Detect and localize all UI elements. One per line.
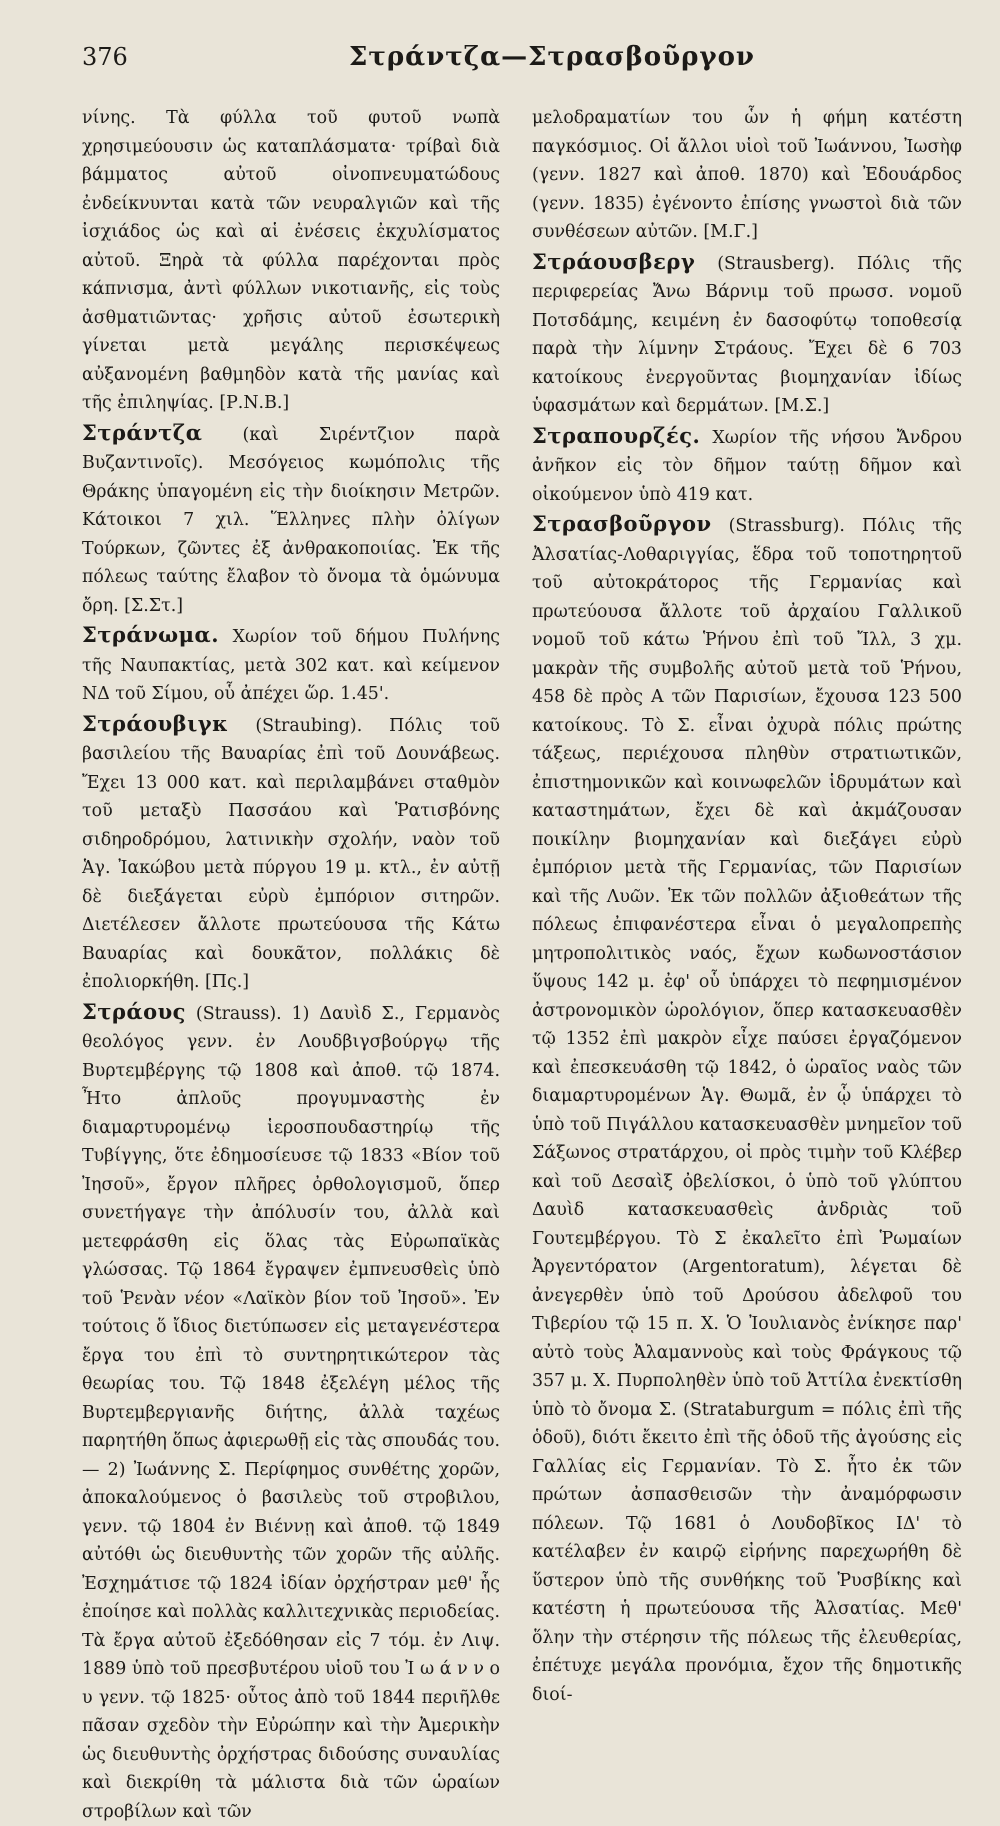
headword: Στραπουρζές. — [532, 423, 700, 448]
entry-text: (Strassburg). Πόλις τῆς Ἀλσατίας-Λοθαριγγίας, ἕδρα τοῦ τοποτηρητοῦ τοῦ αὐτοκράτορος τῆς Γερμανίας καὶ πρωτεύουσα ἄλλοτε τοῦ ἀρχαίου Γαλλικοῦ νομοῦ τοῦ κάτω Ῥήνου ἐπὶ τοῦ Ἴλλ, 3 χμ. μακρὰν τῆς συμβολῆς αὐτοῦ μετὰ τοῦ Ῥήνου, 458 δὲ πρὸς Α τῶν Παρισίων, ἔχουσα 123 500 κατοίκους. Τὸ Σ. εἶναι ὀχυρὰ πόλις πρώτης τάξεως, περιέχουσα πληθὺν στρατιωτικῶν, ἐπιστημονικῶν καὶ κοινωφελῶν ἱδρυμάτων καὶ καταστημάτων, ἔχει δὲ καὶ ἀκμάζουσαν ποικίλην βιομηχανίαν καὶ διεξάγει εὐρὺ ἐμπόριον μετὰ τῆς Γερμανίας, τῶν Παρισίων καὶ τῆς Λυῶν. Ἐκ τῶν πολλῶν ἀξιοθεάτων τῆς πόλεως ἐπιφανέστερα εἶναι ὁ μεγαλοπρεπὴς μητροπολιτικὸς ναός, ἔχων κωδωνοστάσιον ὕψους 142 μ. ἐφ' οὗ ὑπάρχει τὸ πεφημισμένον ἀστρονομικὸν ὡρολόγιον, ὅπερ κατασκευασθὲν τῷ 1352 ἐπὶ μακρὸν εἶχε παύσει ἐργαζόμενον καὶ ἐπεσκευάσθη τῷ 1842, ὁ ὡραῖος ναὸς τῶν διαμαρτυρομένων Ἁγ. Θωμᾶ, ἐν ᾧ ὑπάρχει τὸ ὑπὸ τοῦ Πιγάλλου κατασκευασθὲν μνημεῖον τοῦ Σάξωνος στρατάρχου, οἱ πρὸς τιμὴν τοῦ Κλέβερ καὶ τοῦ Δεσαὶξ ὀβελίσκοι, ὁ ὑπὸ τοῦ γλύπτου Δαυὶδ κατασκευασθεὶς ἀνδριὰς τοῦ Γουτεμβέργου. Τὸ Σ ἐκαλεῖτο ἐπὶ Ῥωμαίων Ἀργεντόρατον (Argentoratum), λέγεται δὲ ἀνεγερθὲν ὑπὸ τοῦ Δρούσου ἀδελφοῦ του Τιβερίου τῷ 15 π. Χ. Ὁ Ἰουλιανὸς ἐνίκησε παρ' αὐτὸ τοὺς Ἀλαμαννοὺς καὶ τοὺς Φράγκους τῷ 357 μ. Χ. Πυρποληθὲν ὑπὸ τοῦ Ἀττίλα ἐνεκτίσθη ὑπὸ τὸ ὄνομα Σ. (Strataburgum = πόλις ἐπὶ τῆς ὁδοῦ), διότι ἔκειτο ἐπὶ τῆς ὁδοῦ τῆς ἀγούσης εἰς Γαλλίας εἰς Γερμανίαν. Τὸ Σ. ἦτο ἐκ τῶν πρώτων ἀσπασθεισῶν τὴν ἀναμόρφωσιν πόλεων. Τῷ 1681 ὁ Λουδοβῖκος ΙΔ' τὸ κατέλαβεν ἐν καιρῷ εἰρήνης παρεχωρήθη δὲ ὕστερον ὑπὸ τῆς συνθήκης τοῦ Ῥυσβίκης καὶ κατέστη ἡ πρωτεύουσα τῆς Ἀλσατίας. Μεθ' ὅλην τὴν στέρησιν τῆς πόλεως τῆς ἐλευθερίας, ἐπέτυχε μεγάλα προνόμια, ἔχον τῆς δημοτικῆς διοί- — [532, 516, 962, 1705]
headword: Στρασβοῦργον — [532, 511, 712, 536]
continued-paragraph: μελοδραματίων του ὧν ἡ φήμη κατέστη παγκόσμιος. Οἱ ἄλλοι υἱοὶ τοῦ Ἰωάννου, Ἰωσὴφ (γενν. 1827 καὶ ἀποθ. 1870) καὶ Ἐδουάρδος (γενν. 1835) ἐγένοντο ἐπίσης γνωστοὶ διὰ τῶν συνθέσεων αὐτῶν. [Μ.Γ.] — [532, 104, 962, 247]
page-number: 376 — [82, 43, 202, 71]
entry-text: Χωρίον τῆς νήσου Ἄνδρου ἀνῆκον εἰς τὸν δῆμον ταύτῃ δῆμον καὶ οἰκούμενον ὑπὸ 419 κατ. — [532, 428, 962, 505]
entry-strausberg — [532, 248, 962, 421]
entry-text: (Strausberg). Πόλις τῆς περιφερείας Ἄνω Βάρνιμ τοῦ πρωσσ. νομοῦ Ποτσδάμης, κειμένη ἐν δασοφύτῳ τοποθεσίᾳ παρὰ τὴν λίμνην Στράους. Ἔχει δὲ 6 703 κατοίκους ἐνεργοῦντας βιομηχανίαν ἰδίως ὑφασμάτων καὶ δερμάτων. [Μ.Σ.] — [532, 254, 962, 417]
entry-strapourzes — [532, 422, 962, 510]
entry-straubing — [82, 710, 500, 997]
left-column — [82, 104, 500, 1826]
headword: Στράους — [82, 999, 186, 1024]
entry-strauss — [82, 998, 500, 1826]
entry-text: Χωρίον τοῦ δήμου Πυλήνης τῆς Ναυπακτίας, μετὰ 302 κατ. καὶ κείμενον ΝΔ τοῦ Σίμου, οὗ ἀπέχει ὥρ. 1.45'. — [82, 627, 500, 704]
headword: Στράνωμα. — [82, 622, 219, 647]
text-columns — [82, 104, 962, 1826]
entry-strantza — [82, 419, 500, 621]
entry-strasbourg — [532, 510, 962, 1709]
headword: Στράουβιγκ — [82, 711, 228, 736]
entry-stranoma — [82, 621, 500, 709]
right-column — [532, 104, 962, 1826]
running-head: Στράντζα—Στρασβοῦργον — [202, 42, 962, 72]
entry-text: (καὶ Σιρέντζιον παρὰ Βυζαντινοῖς). Μεσόγειος κωμόπολις τῆς Θράκης ὑπαγομένη εἰς τὴν διοίκησιν Μετρῶν. Κάτοικοι 7 χιλ. Ἕλληνες πλὴν ὀλίγων Τούρκων, ζῶντες ἐξ ἀνθρακοποιίας. Ἐκ τῆς πόλεως ταύτης ἔλαβον τὸ ὄνομα τὰ ὁμώνυμα ὄρη. [Σ.Στ.] — [82, 425, 500, 616]
continued-paragraph: νίνης. Τὰ φύλλα τοῦ φυτοῦ νωπὰ χρησιμεύουσιν ὡς καταπλάσματα· τρίβαὶ διὰ βάμματος αὐτοῦ οἰνοπνευματώδους ἐνδείκνυνται κατὰ τῶν νευραλγιῶν καὶ τῆς ἰσχιάδος ὡς καὶ αἱ ἐνέσεις ἐκχυλίσματος αὐτοῦ. Ξηρὰ τὰ φύλλα παρέχονται πρὸς κάπνισμα, ἀντὶ φύλλων νικοτιανῆς, εἰς τοὺς ἀσθματιῶντας· χρῆσις αὐτοῦ ἐσωτερικὴ γίνεται μετὰ μεγάλης περισκέψεως αὐξανομένη βαθμηδὸν κατὰ τῆς μανίας καὶ τῆς ἐπιληψίας. [Ρ.Ν.Β.] — [82, 104, 500, 418]
entry-text: (Strauss). 1) Δαυὶδ Σ., Γερμανὸς θεολόγος γενν. ἐν Λουδβιγσβούργῳ τῆς Βυρτεμβέργης τῷ 1808 καὶ ἀποθ. τῷ 1874. Ἦτο ἀπλοῦς προγυμναστὴς ἐν διαμαρτυρομένῳ ἱεροσπουδαστηρίῳ τῆς Τυβίγγης, ὅτε ἐδημοσίευσε τῷ 1833 «Βίον τοῦ Ἰησοῦ», ἔργον πλῆρες ὀρθολογισμοῦ, ὅπερ συνετήγαγε τὴν ἀπόλυσίν του, ἀλλὰ καὶ μετεφράσθη εἰς ὅλας τὰς Εὐρωπαϊκὰς γλώσσας. Τῷ 1864 ἔγραψεν ἐμπνευσθεὶς ὑπὸ τοῦ Ῥενὰν νέον «Λαϊκὸν βίον τοῦ Ἰησοῦ». Ἐν τούτοις ὅ ἴδιος διετύπωσεν εἰς μεταγενέστερα ἔργα του ἐπὶ τὸ συντηρητικώτερον τὰς θεωρίας του. Τῷ 1848 ἐξελέγη μέλος τῆς Βυρτεμβεργιανῆς διήτης, ἀλλὰ ταχέως παρητήθη ὅπως ἀφιερωθῇ εἰς τὰς σπουδάς του. — 2) Ἰωάννης Σ. Περίφημος συνθέτης χορῶν, ἀποκαλούμενος ὁ βασιλεὺς τοῦ στροβιλου, γενν. τῷ 1804 ἐν Βιέννῃ καὶ ἀποθ. τῷ 1849 αὐτόθι ὡς διευθυντὴς τῶν χορῶν τῆς αὐλῆς. Ἐσχημάτισε τῷ 1824 ἰδίαν ὀρχήστραν μεθ' ἧς ἐποίησε καὶ πολλὰς καλλιτεχνικὰς περιοδείας. Τὰ ἔργα αὐτοῦ ἐξεδόθησαν εἰς 7 τόμ. ἐν Λιψ. 1889 ὑπὸ τοῦ πρεσβυτέρου υἱοῦ του Ἰ ω ά ν ν ο υ γενν. τῷ 1825· οὗτος ἀπὸ τοῦ 1844 περιῆλθε πᾶσαν σχεδὸν τὴν Εὐρώπην καὶ τὴν Ἀμερικὴν ὡς διευθυντὴς ὀρχήστρας διδούσης συναυλίας καὶ διεκρίθη τὰ μάλιστα διὰ τῶν ὡραίων στροβίλων καὶ τῶν — [82, 1004, 500, 1822]
headword: Στράουσβεργ — [532, 249, 695, 274]
headword: Στράντζα — [82, 420, 202, 445]
entry-text: (Straubing). Πόλις τοῦ βασιλείου τῆς Βαυαρίας ἐπὶ τοῦ Δουνάβεως. Ἔχει 13 000 κατ. καὶ περιλαμβάνει σταθμὸν τοῦ μεταξὺ Πασσάου καὶ Ῥατισβόνης σιδηροδρόμου, λατινικὴν σχολήν, ναὸν τοῦ Ἁγ. Ἰακώβου μετὰ πύργου 19 μ. κτλ., ἐν αὐτῇ δὲ διεξάγεται εὐρὺ ἐμπόριον σιτηρῶν. Διετέλεσεν ἄλλοτε πρωτεύουσα τῆς Κάτω Βαυαρίας καὶ δουκᾶτον, πολλάκις δὲ ἐπολιορκήθη. [Πς.] — [82, 716, 500, 993]
page-header — [82, 42, 962, 82]
